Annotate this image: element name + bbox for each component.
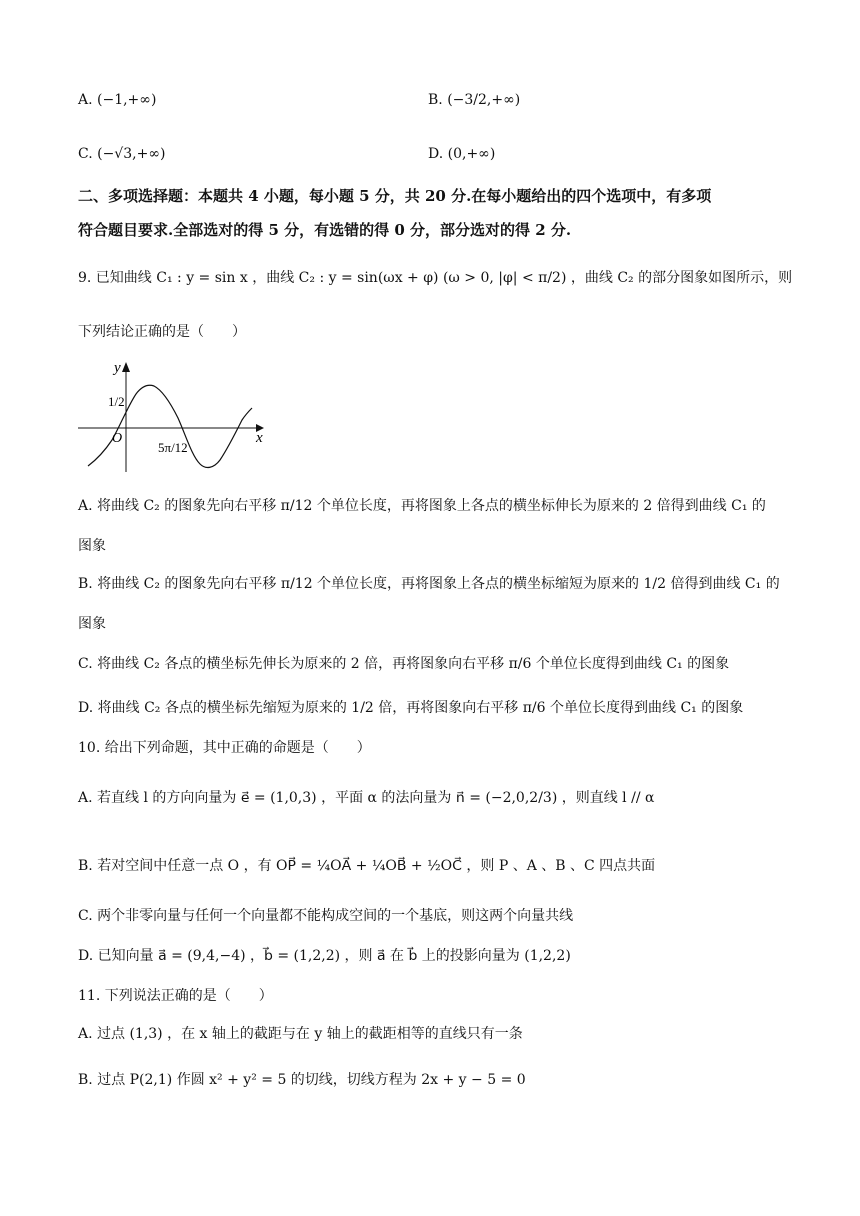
option-d: D. (0,+∞) (428, 146, 496, 162)
q9-option-b-line1: B. 将曲线 C₂ 的图象先向右平移 π/12 个单位长度，再将图象上各点的横坐标缩短为原来的 1/2 倍得到曲线 C₁ 的 (78, 576, 780, 592)
option-b: B. (−3/2,+∞) (428, 92, 521, 108)
y-tick-label: 1/2 (108, 394, 125, 409)
q9-option-a-line2: 图象 (78, 538, 106, 554)
q10-option-c: C. 两个非零向量与任何一个向量都不能构成空间的一个基底，则这两个向量共线 (78, 908, 574, 924)
q11-stem: 11. 下列说法正确的是（ ） (78, 988, 273, 1004)
y-axis-label: y (114, 360, 121, 376)
q10-stem: 10. 给出下列命题，其中正确的命题是（ ） (78, 740, 371, 756)
origin-label: O (112, 431, 123, 446)
section-heading-line2: 符合题目要求.全部选对的得 5 分，有选错的得 0 分，部分选对的得 2 分. (78, 221, 572, 239)
x-axis-label: x (256, 430, 263, 446)
option-c: C. (−√3,+∞) (78, 146, 166, 162)
q11-option-a: A. 过点 (1,3) ，在 x 轴上的截距与在 y 轴上的截距相等的直线只有一条 (78, 1026, 523, 1042)
q10-option-b: B. 若对空间中任意一点 O ，有 OP⃗ = ¼OA⃗ + ¼OB⃗ + ½OC⃗ ，则 P 、A 、B 、C 四点共面 (78, 858, 656, 874)
q10-option-a: A. 若直线 l 的方向向量为 e⃗ = (1,0,3) ，平面 α 的法向量为 n⃗ = (−2,0,2/3) ，则直线 l // α (78, 790, 655, 806)
x-tick-label: 5π/12 (158, 440, 188, 455)
q9-option-b-line2: 图象 (78, 616, 106, 632)
q9-option-d: D. 将曲线 C₂ 各点的横坐标先缩短为原来的 1/2 倍，再将图象向右平移 π/6 个单位长度得到曲线 C₁ 的图象 (78, 700, 744, 716)
q9-stem-line1: 9. 已知曲线 C₁ : y = sin x ，曲线 C₂ : y = sin(ωx + φ) (ω > 0, |φ| < π/2) ，曲线 C₂ 的部分图象如图所示，则 (78, 270, 793, 286)
option-a: A. (−1,+∞) (78, 92, 157, 108)
section-heading-line1: 二、多项选择题：本题共 4 小题，每小题 5 分，共 20 分.在每小题给出的四个选项中，有多项 (78, 187, 712, 205)
y-axis-arrow (122, 362, 130, 372)
q9-option-a-line1: A. 将曲线 C₂ 的图象先向右平移 π/12 个单位长度，再将图象上各点的横坐标伸长为原来的 2 倍得到曲线 C₁ 的 (78, 498, 766, 514)
q11-option-b: B. 过点 P(2,1) 作圆 x² + y² = 5 的切线，切线方程为 2x + y − 5 = 0 (78, 1072, 526, 1088)
q9-stem-line2: 下列结论正确的是（ ） (78, 324, 246, 340)
q9-sine-graph (74, 356, 274, 474)
q10-option-d: D. 已知向量 a⃗ = (9,4,−4) ，b⃗ = (1,2,2) ，则 a⃗ 在 b⃗ 上的投影向量为 (1,2,2) (78, 948, 571, 964)
q9-option-c: C. 将曲线 C₂ 各点的横坐标先伸长为原来的 2 倍，再将图象向右平移 π/6 个单位长度得到曲线 C₁ 的图象 (78, 656, 730, 672)
